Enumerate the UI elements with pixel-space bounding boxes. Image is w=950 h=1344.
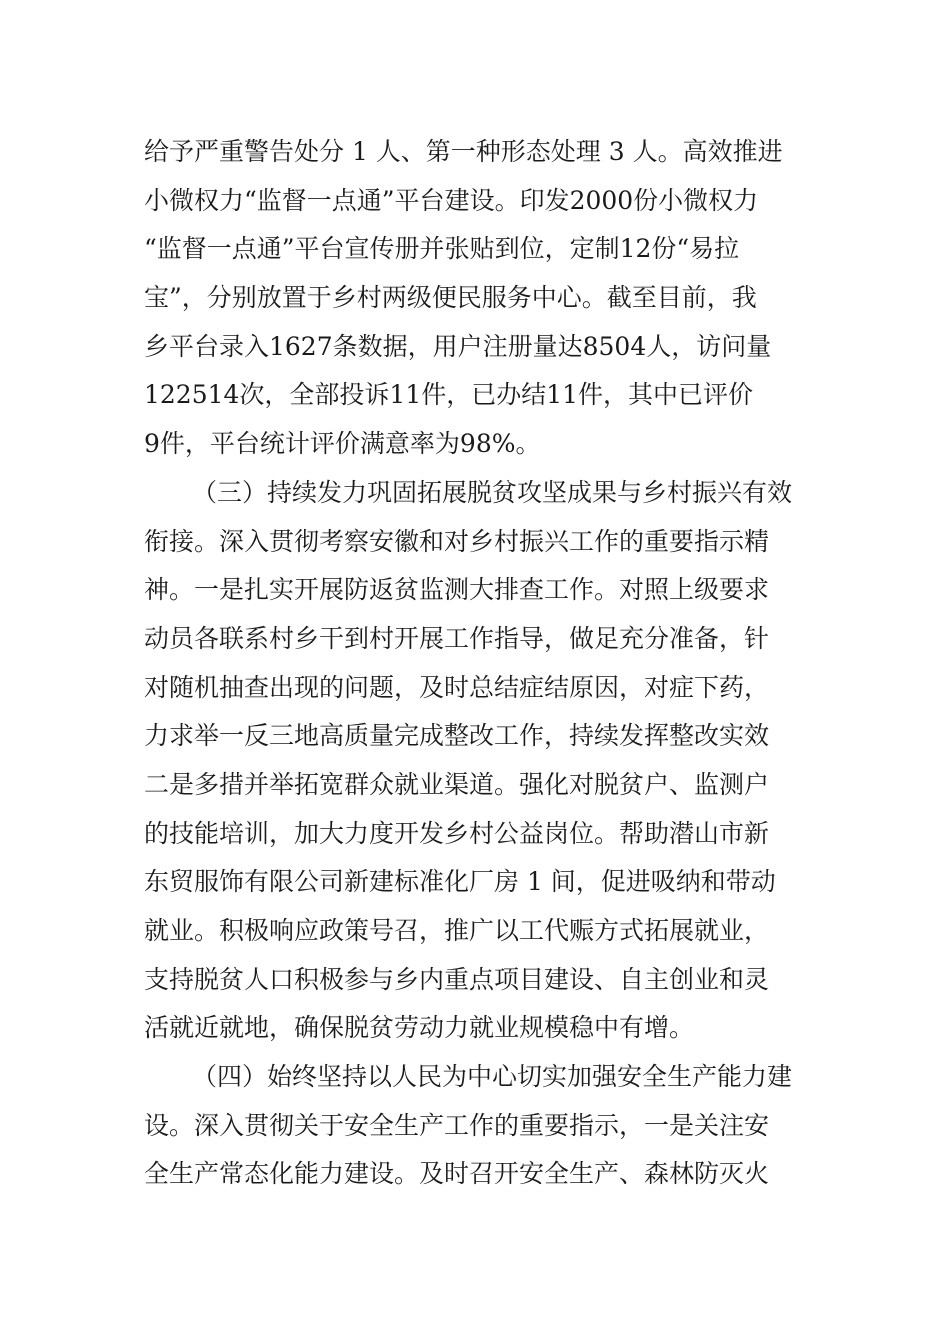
body-line: 设。深入贯彻关于安全生产工作的重要指示，一是关注安	[144, 1110, 770, 1140]
body-line: 9件，平台统计评价满意率为98%。	[144, 429, 541, 459]
body-line: 神。一是扎实开展防返贫监测大排查工作。对照上级要求	[144, 575, 770, 605]
body-line: 支持脱贫人口积极参与乡内重点项目建设、自主创业和灵	[144, 964, 770, 994]
body-line: 的技能培训，加大力度开发乡村公益岗位。帮助潜山市新	[144, 818, 770, 848]
document-body	[144, 128, 814, 1199]
body-line: 122514次，全部投诉11件，已办结11件，其中已评价	[144, 380, 754, 410]
body-line: 动员各联系村乡干到村开展工作指导，做足充分准备，针	[144, 623, 770, 653]
body-line: 力求举一反三地高质量完成整改工作，持续发挥整改实效	[144, 721, 770, 751]
body-line: 乡平台录入1627条数据，用户注册量达8504人，访问量	[144, 331, 772, 361]
body-line: 宝”，分别放置于乡村两级便民服务中心。截至目前，我	[144, 283, 757, 313]
body-line: “监督一点通”平台宣传册并张贴到位，定制12份“易拉	[144, 234, 740, 264]
body-line: 二是多措并举拓宽群众就业渠道。强化对脱贫户、监测户	[144, 769, 770, 799]
section-heading-line: （四）始终坚持以人民为中心切实加强安全生产能力建	[192, 1062, 793, 1092]
body-line: 对随机抽查出现的问题，及时总结症结原因，对症下药，	[144, 672, 770, 702]
body-line: 东贸服饰有限公司新建标准化厂房 1 间，促进吸纳和带动	[144, 867, 776, 897]
section-heading-line: （三）持续发力巩固拓展脱贫攻坚成果与乡村振兴有效	[192, 477, 793, 507]
body-line: 给予严重警告处分 1 人、第一种形态处理 3 人。高效推进	[144, 137, 783, 166]
body-line: 就业。积极响应政策号召，推广以工代赈方式拓展就业，	[144, 916, 770, 945]
body-line: 活就近就地，确保脱贫劳动力就业规模稳中有增。	[144, 1013, 695, 1043]
body-line: 衔接。深入贯彻考察安徽和对乡村振兴工作的重要指示精	[144, 526, 770, 556]
body-line: 全生产常态化能力建设。及时召开安全生产、森林防灭火	[144, 1159, 770, 1189]
body-line: 小微权力“监督一点通”平台建设。印发2000份小微权力	[144, 185, 759, 215]
